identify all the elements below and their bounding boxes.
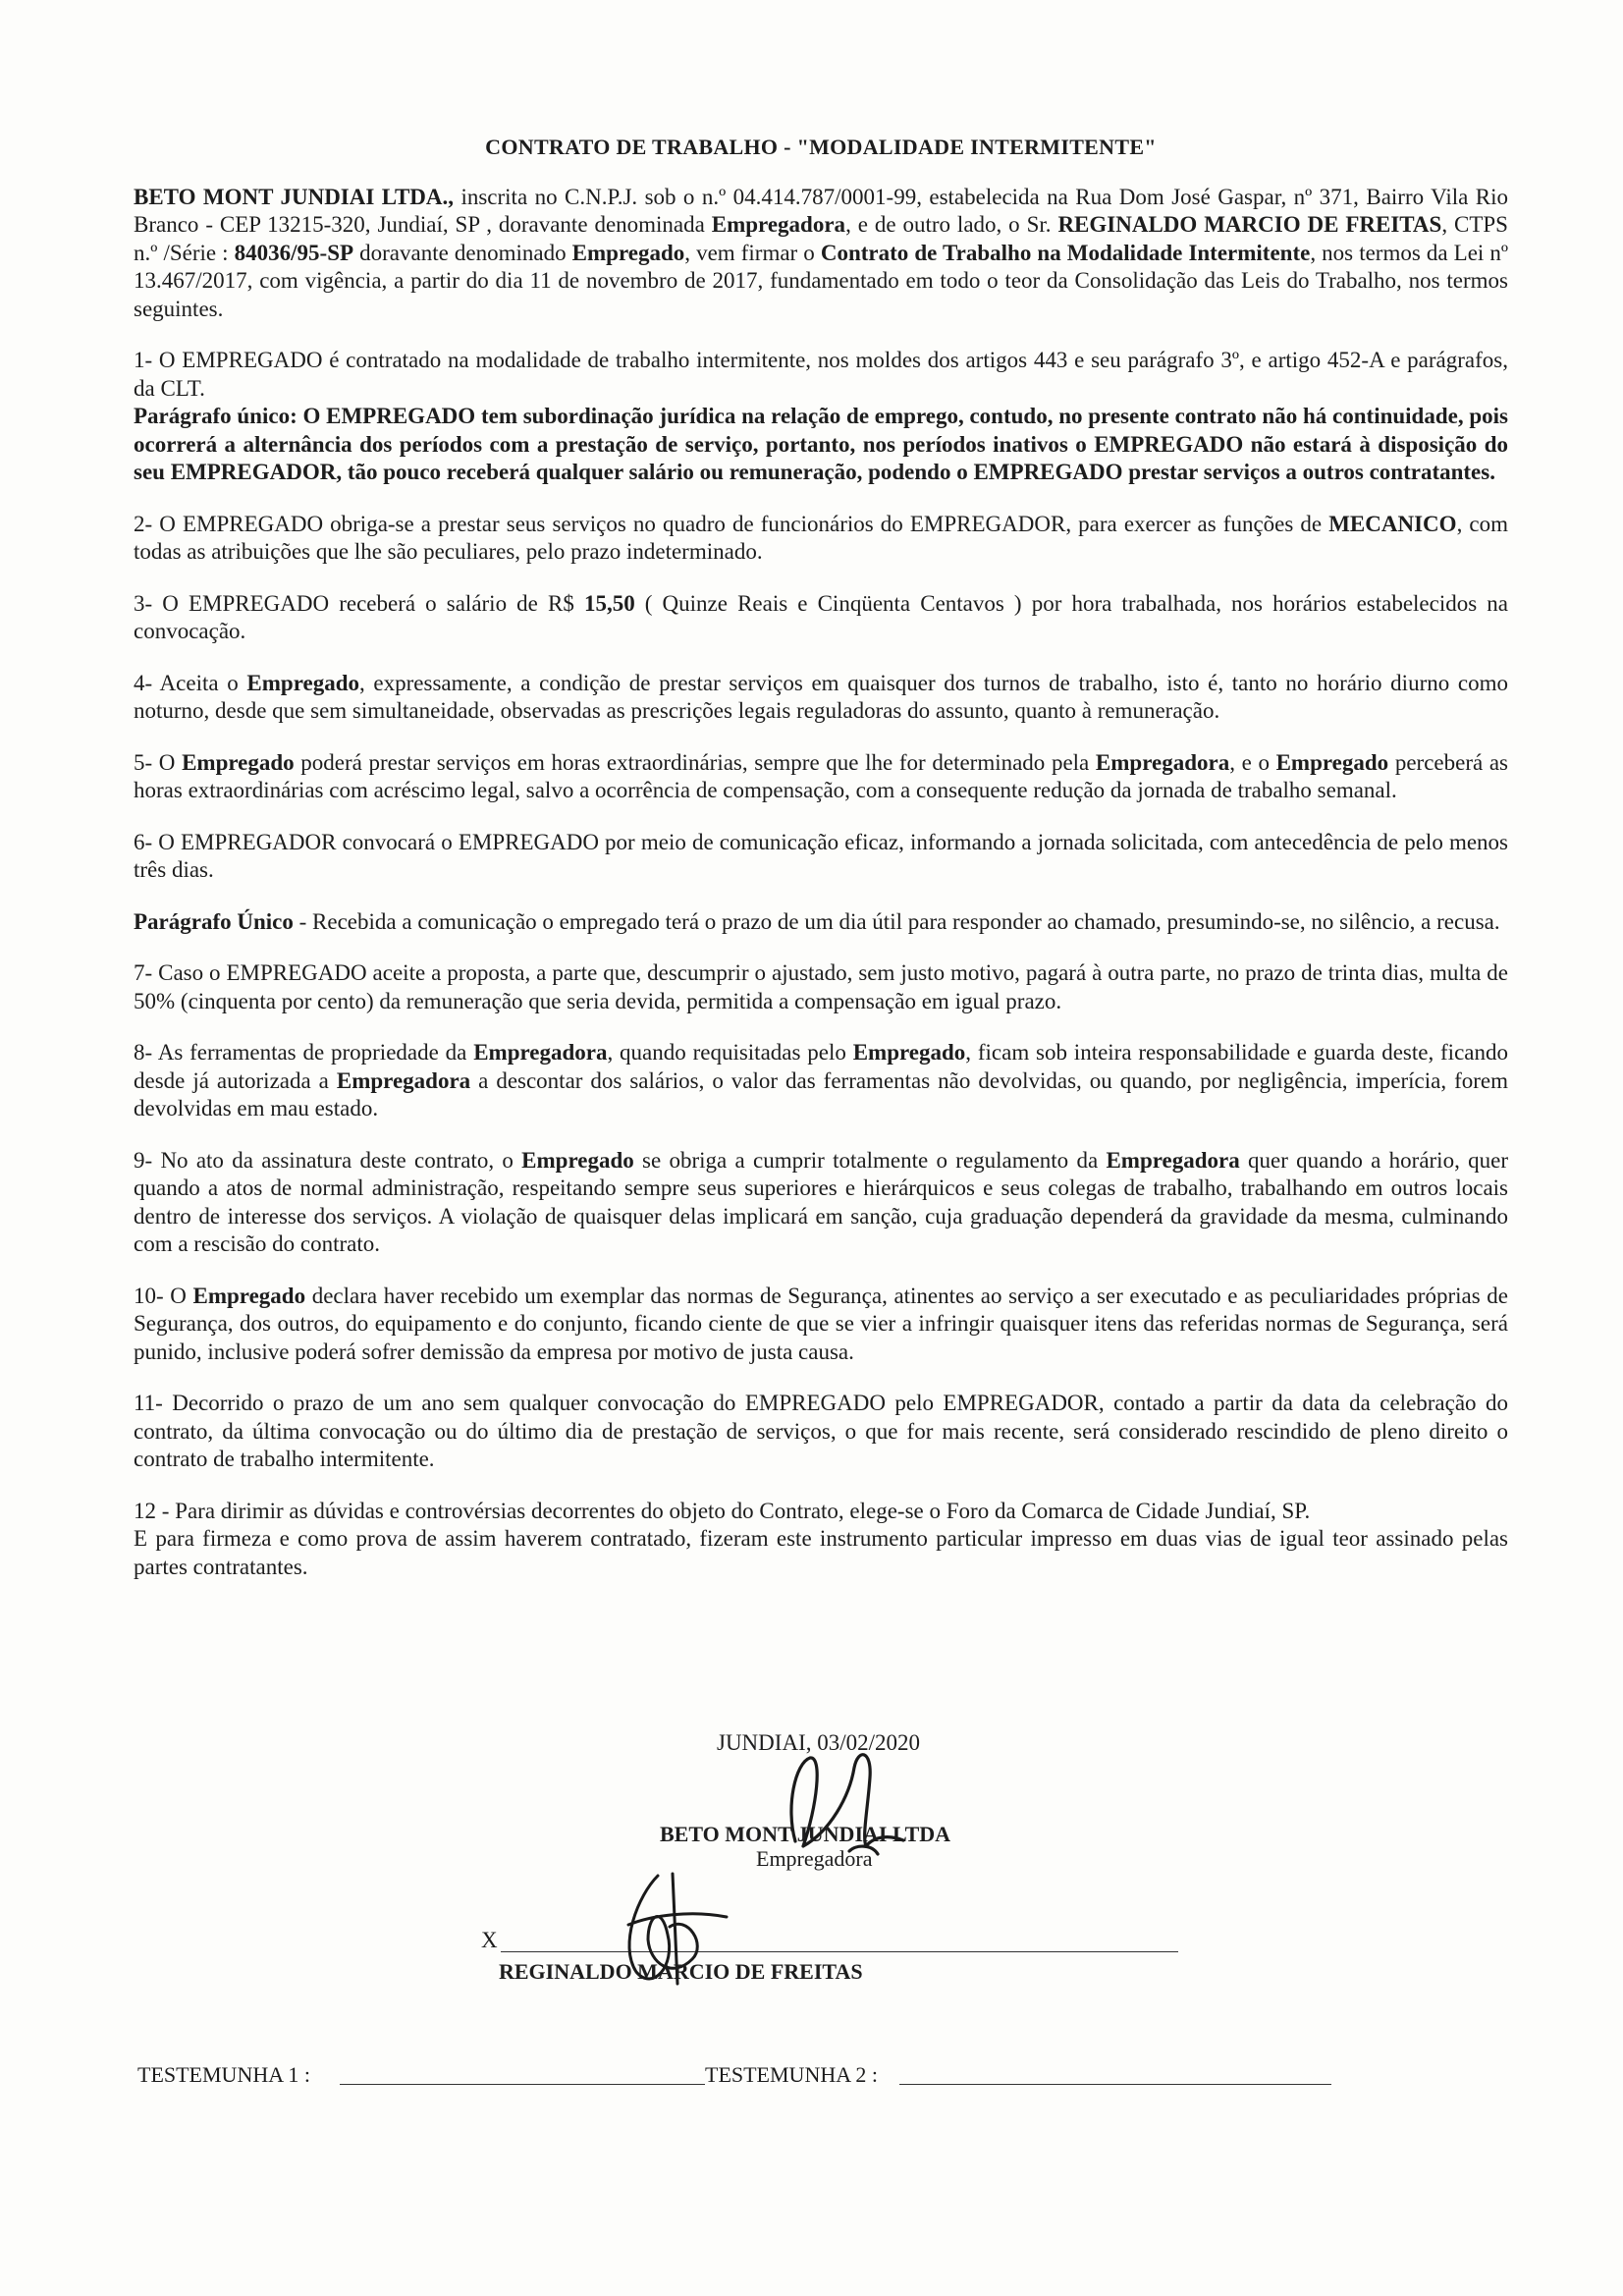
clause-2 <box>134 511 1508 567</box>
employee-term: Empregado <box>571 240 685 265</box>
employee-term: Empregado <box>852 1040 966 1065</box>
hourly-wage: 15,50 <box>583 590 635 616</box>
clause-text: a descontar dos salários, o valor das ferramentas não devolvidas, ou quando, por negligência, imperícia, forem devolvidas em mau estado. <box>134 1067 1508 1121</box>
clause-text: , expressamente, a condição de prestar serviços em quaisquer dos turnos de trabalho, isto é, tanto no horário diurno como noturno, desde que sem simultaneidade, observadas as prescrições legais reguladoras do assunto, quanto à remuneração. <box>134 670 1508 723</box>
job-title: MECANICO <box>1328 511 1457 536</box>
clause-1: 1- O EMPREGADO é contratado na modalidade de trabalho intermitente, nos moldes dos artigos 443 e seu parágrafo 3º, e artigo 452-A e parágrafos, da CLT. <box>134 348 1508 401</box>
employer-term: Empregadora <box>336 1067 471 1093</box>
clause-text: 10- O <box>134 1283 193 1308</box>
clause-4 <box>134 670 1508 726</box>
place-and-date: JUNDIAI, 03/02/2020 <box>717 1730 920 1755</box>
clause-text: poderá prestar serviços em horas extraordinárias, sempre que lhe for determinado pela <box>294 749 1096 775</box>
clause-9 <box>134 1147 1508 1259</box>
clause-text: ( Quinze Reais e Cinqüenta Centavos ) por hora trabalhada, nos horários estabelecidos na convocação. <box>134 590 1508 643</box>
contract-type: Contrato de Trabalho na Modalidade Intermitente <box>820 240 1311 265</box>
clause-3 <box>134 590 1508 646</box>
contract-body <box>134 134 1508 1605</box>
ctps-number: 84036/95-SP <box>234 240 354 265</box>
document-title: CONTRATO DE TRABALHO - "MODALIDADE INTERMITENTE" <box>485 135 1157 159</box>
clause-6-paragraph <box>134 908 1508 937</box>
employer-term: Empregadora <box>711 212 846 237</box>
witness-2-line <box>899 2084 1331 2085</box>
clause-text: , ficam sob inteira responsabilidade e guarda deste, ficando desde já autorizada a <box>134 1040 1508 1093</box>
clause-text: 4- Aceita o <box>134 670 247 695</box>
clause-text: 8- As ferramentas de propriedade da <box>134 1040 474 1065</box>
clause-text: 9- No ato da assinatura deste contrato, o <box>134 1147 522 1173</box>
clause-5 <box>134 749 1508 805</box>
clause-8 <box>134 1039 1508 1123</box>
employee-term: Empregado <box>192 1283 306 1308</box>
employee-term: Empregado <box>246 670 360 695</box>
employer-name: BETO MONT JUNDIAI LTDA., <box>134 184 455 209</box>
employee-signatory-name: REGINALDO MARCIO DE FREITAS <box>499 1959 863 1984</box>
clause-11: 11- Decorrido o prazo de um ano sem qualquer convocação do EMPREGADO pelo EMPREGADOR, contado a partir da data da celebração do contrato, da última convocação ou do último dia de prestação de serviços, o que for mais recente, será considerado rescindido de pleno direito o contrato de trabalho intermitente. <box>134 1391 1508 1471</box>
closing-statement: E para firmeza e como prova de assim haverem contratado, fizeram este instrumento particular impresso em duas vias de igual teor assinado pelas partes contratantes. <box>134 1526 1508 1579</box>
clause-text: , e o <box>1229 749 1276 775</box>
company-signatory-name: BETO MONT JUNDIAI LTDA <box>660 1822 951 1846</box>
intro-text: , nos termos da Lei nº 13.467/2017, com vigência, a partir do dia 11 de novembro de 2017, fundamentado em todo o teor da Consolidação das Leis do Trabalho, nos termos seguintes. <box>134 240 1509 321</box>
clause-text: , quando requisitadas pelo <box>607 1040 853 1065</box>
clause-text: , com todas as atribuições que lhe são peculiares, pelo prazo indeterminado. <box>134 511 1508 564</box>
employee-term: Empregado <box>182 749 295 775</box>
employee-term: Empregado <box>521 1147 634 1173</box>
witness-1-line <box>340 2084 705 2085</box>
employer-term: Empregadora <box>1106 1147 1240 1173</box>
clause-text: 2- O EMPREGADO obriga-se a prestar seus serviços no quadro de funcionários do EMPREGADOR, para exercer as funções de <box>134 511 1329 536</box>
employer-term: Empregadora <box>473 1040 608 1065</box>
intro-text: inscrita no C.N.P.J. sob o n.º 04.414.787/0001-99, estabelecida na Rua Dom José Gaspar, nº 371, Bairro Vila Rio Branco - CEP 13215-320, Jundiaí, SP , doravante denominada <box>134 184 1508 237</box>
intro-text: , vem firmar o <box>684 240 821 265</box>
clause-text: - Recebida a comunicação o empregado terá o prazo de um dia útil para responder ao chamado, presumindo-se, no silêncio, a recusa. <box>293 908 1500 934</box>
clause-text: 5- O <box>134 749 183 775</box>
employee-term: Empregado <box>1275 749 1389 775</box>
clause-text: declara haver recebido um exemplar das normas de Segurança, atinentes ao serviço a ser executado e as peculiaridades próprias de Segurança, dos outros, do equipamento e do conjunto, ficando ciente de que se vier a infringir quaisquer itens das referidas normas de Segurança, será punido, inclusive poderá sofrer demissão da empresa por motivo de justa causa. <box>134 1283 1508 1364</box>
clause-7: 7- Caso o EMPREGADO aceite a proposta, a parte que, descumprir o ajustado, sem justo motivo, pagará à outra parte, no prazo de trinta dias, multa de 50% (cinquenta por cento) da remuneração que seria devida, permitida a compensação em igual prazo. <box>134 960 1508 1013</box>
company-signatory-role: Empregadora <box>756 1846 873 1871</box>
clause-1-paragraph: Parágrafo único: O EMPREGADO tem subordinação jurídica na relação de emprego, contudo, no presente contrato não há continuidade, pois ocorrerá a alternância dos períodos com a prestação de serviço, portanto, nos períodos inativos o EMPREGADO não estará à disposição do seu EMPREGADOR, tão pouco receberá qualquer salário ou remuneração, podendo o EMPREGADO prestar serviços a outros contratantes. <box>134 404 1508 484</box>
clause-10 <box>134 1283 1508 1367</box>
employee-name-inline: REGINALDO MARCIO DE FREITAS <box>1057 212 1442 237</box>
witness-2-label: TESTEMUNHA 2 : <box>705 2062 878 2087</box>
intro-text: , CTPS n.º /Série : <box>134 212 1508 265</box>
clause-12: 12 - Para dirimir as dúvidas e controvérsias decorrentes do objeto do Contrato, elege-se o Foro da Comarca de Cidade Jundiaí, SP. <box>134 1498 1311 1523</box>
clause-text: quer quando a horário, quer quando a atos de normal administração, respeitando sempre seus superiores e hierárquicos e seus colegas de trabalho, trabalhando em outros locais dentro de interesse dos serviços. A violação de quaisquer delas implicará em sanção, cuja graduação dependerá da gravidade da mesma, culminando com a rescisão do contrato. <box>134 1147 1508 1256</box>
intro-paragraph <box>134 184 1508 324</box>
clause-6: 6- O EMPREGADOR convocará o EMPREGADO por meio de comunicação eficaz, informando a jornada solicitada, com antecedência de pelo menos três dias. <box>134 829 1508 882</box>
intro-text: , e de outro lado, o Sr. <box>845 212 1058 237</box>
signature-x-mark: X <box>481 1928 498 1952</box>
employer-term: Empregadora <box>1095 749 1230 775</box>
clause-text: se obriga a cumprir totalmente o regulamento da <box>633 1147 1107 1173</box>
paragraph-label: Parágrafo Único <box>134 908 294 934</box>
clause-text: 3- O EMPREGADO receberá o salário de R$ <box>134 590 584 616</box>
witness-1-label: TESTEMUNHA 1 : <box>137 2062 310 2087</box>
intro-text: doravante denominado <box>353 240 572 265</box>
clause-text: perceberá as horas extraordinárias com acréscimo legal, salvo a ocorrência de compensação, com a consequente redução da jornada de trabalho semanal. <box>134 749 1508 802</box>
